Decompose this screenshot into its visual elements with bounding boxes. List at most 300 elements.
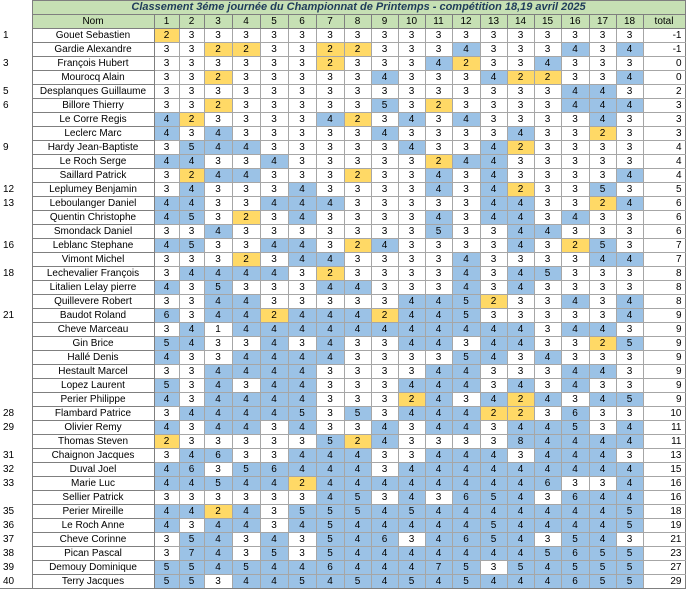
score-cell: 3	[371, 281, 398, 295]
score-cell: 3	[260, 211, 288, 225]
score-cell: 3	[204, 197, 232, 211]
score-cell: 3	[344, 99, 371, 113]
score-cell: 5	[534, 547, 561, 561]
score-cell: 4	[589, 99, 616, 113]
score-cell: 4	[344, 519, 371, 533]
total-cell: 6	[643, 211, 685, 225]
score-cell: 4	[288, 197, 316, 211]
rank-cell: 9	[0, 141, 32, 155]
total-cell: 9	[643, 365, 685, 379]
table-row	[0, 141, 685, 155]
total-cell: 3	[643, 99, 685, 113]
score-cell: 4	[260, 575, 288, 589]
score-cell: 4	[589, 533, 616, 547]
score-cell: 3	[561, 309, 589, 323]
total-cell: 4	[643, 141, 685, 155]
hole-header: 18	[616, 15, 643, 29]
score-cell: 4	[316, 351, 344, 365]
rank-cell	[0, 379, 32, 393]
score-cell: 4	[561, 99, 589, 113]
score-cell: 4	[507, 491, 534, 505]
score-cell: 8	[507, 435, 534, 449]
score-cell: 3	[398, 211, 425, 225]
score-cell: 7	[425, 561, 452, 575]
score-cell: 3	[425, 239, 452, 253]
score-cell: 3	[589, 267, 616, 281]
score-cell: 3	[232, 183, 260, 197]
score-cell: 3	[316, 127, 344, 141]
table-row	[0, 421, 685, 435]
score-cell: 3	[179, 225, 204, 239]
score-cell: 4	[344, 449, 371, 463]
score-cell: 2	[561, 239, 589, 253]
score-cell: 3	[616, 365, 643, 379]
score-cell: 1	[204, 323, 232, 337]
total-cell: 10	[643, 407, 685, 421]
player-name-cell: Pican Pascal	[32, 547, 154, 561]
rank-cell: 21	[0, 309, 32, 323]
score-cell: 4	[425, 393, 452, 407]
score-cell: 4	[344, 533, 371, 547]
score-cell: 3	[344, 211, 371, 225]
score-cell: 4	[534, 519, 561, 533]
name-header: Nom	[32, 15, 154, 29]
score-cell: 4	[452, 267, 480, 281]
score-cell: 3	[398, 225, 425, 239]
score-cell: 4	[232, 421, 260, 435]
rank-cell	[0, 253, 32, 267]
score-cell: 4	[232, 393, 260, 407]
score-cell: 4	[154, 127, 179, 141]
score-cell: 4	[561, 449, 589, 463]
total-cell: 8	[643, 295, 685, 309]
score-cell: 3	[616, 225, 643, 239]
score-cell: 3	[179, 127, 204, 141]
score-cell: 3	[371, 393, 398, 407]
score-cell: 3	[398, 239, 425, 253]
player-name-cell: Hardy Jean-Baptiste	[32, 141, 154, 155]
total-cell: 16	[643, 477, 685, 491]
score-cell: 4	[232, 407, 260, 421]
score-cell: 3	[425, 29, 452, 43]
score-cell: 3	[154, 267, 179, 281]
score-cell: 2	[480, 407, 507, 421]
score-cell: 4	[589, 519, 616, 533]
score-cell: 2	[288, 477, 316, 491]
rank-cell: 18	[0, 267, 32, 281]
score-cell: 5	[534, 267, 561, 281]
score-cell: 3	[534, 99, 561, 113]
score-cell: 4	[507, 127, 534, 141]
score-cell: 2	[204, 43, 232, 57]
score-cell: 5	[288, 505, 316, 519]
score-cell: 3	[534, 295, 561, 309]
score-cell: 5	[616, 547, 643, 561]
total-cell: 4	[643, 155, 685, 169]
score-cell: 3	[232, 449, 260, 463]
score-cell: 3	[371, 253, 398, 267]
score-cell: 3	[561, 351, 589, 365]
score-cell: 3	[534, 85, 561, 99]
score-cell: 3	[534, 365, 561, 379]
score-cell: 4	[260, 239, 288, 253]
score-cell: 3	[616, 267, 643, 281]
score-cell: 4	[480, 323, 507, 337]
score-cell: 4	[616, 99, 643, 113]
score-cell: 5	[561, 421, 589, 435]
score-cell: 3	[561, 113, 589, 127]
score-cell: 3	[260, 281, 288, 295]
score-cell: 3	[616, 323, 643, 337]
score-cell: 3	[534, 533, 561, 547]
score-cell: 3	[616, 239, 643, 253]
score-cell: 4	[260, 197, 288, 211]
score-cell: 4	[154, 463, 179, 477]
score-cell: 3	[371, 407, 398, 421]
score-cell: 3	[179, 57, 204, 71]
score-cell: 4	[589, 323, 616, 337]
score-cell: 4	[452, 155, 480, 169]
score-cell: 3	[534, 407, 561, 421]
score-cell: 3	[371, 169, 398, 183]
score-cell: 4	[288, 351, 316, 365]
score-cell: 4	[425, 323, 452, 337]
score-cell: 4	[561, 295, 589, 309]
score-cell: 3	[480, 281, 507, 295]
score-cell: 3	[204, 575, 232, 589]
score-cell: 3	[561, 281, 589, 295]
score-cell: 3	[507, 169, 534, 183]
score-cell: 3	[561, 267, 589, 281]
score-cell: 3	[154, 295, 179, 309]
score-cell: 3	[288, 155, 316, 169]
score-cell: 3	[154, 323, 179, 337]
score-cell: 4	[452, 505, 480, 519]
score-cell: 3	[425, 71, 452, 85]
table-row	[0, 155, 685, 169]
score-cell: 3	[534, 337, 561, 351]
score-cell: 3	[398, 197, 425, 211]
score-cell: 4	[452, 463, 480, 477]
score-cell: 4	[507, 239, 534, 253]
score-cell: 3	[260, 491, 288, 505]
score-cell: 3	[288, 533, 316, 547]
score-cell: 3	[344, 183, 371, 197]
score-cell: 5	[452, 561, 480, 575]
hole-header: 8	[344, 15, 371, 29]
player-name-cell: Smondack Daniel	[32, 225, 154, 239]
score-cell: 3	[344, 267, 371, 281]
score-cell: 4	[371, 561, 398, 575]
total-cell: 6	[643, 197, 685, 211]
score-cell: 4	[344, 561, 371, 575]
score-cell: 4	[204, 127, 232, 141]
score-cell: 2	[344, 169, 371, 183]
score-cell: 3	[179, 491, 204, 505]
score-cell: 3	[154, 547, 179, 561]
table-row	[0, 99, 685, 113]
score-cell: 5	[154, 337, 179, 351]
score-cell: 5	[452, 351, 480, 365]
score-cell: 3	[398, 169, 425, 183]
score-cell: 3	[232, 155, 260, 169]
score-cell: 4	[561, 211, 589, 225]
score-cell: 3	[398, 449, 425, 463]
score-cell: 4	[154, 351, 179, 365]
score-cell: 5	[480, 519, 507, 533]
score-cell: 3	[534, 113, 561, 127]
table-row	[0, 225, 685, 239]
score-cell: 3	[534, 309, 561, 323]
score-cell: 3	[398, 71, 425, 85]
score-cell: 3	[232, 337, 260, 351]
score-cell: 4	[534, 435, 561, 449]
score-cell: 4	[507, 575, 534, 589]
score-cell: 4	[507, 323, 534, 337]
score-cell: 3	[507, 155, 534, 169]
score-cell: 3	[288, 547, 316, 561]
score-cell: 4	[534, 449, 561, 463]
score-cell: 3	[232, 29, 260, 43]
score-cell: 4	[288, 323, 316, 337]
score-cell: 4	[204, 267, 232, 281]
score-cell: 3	[154, 99, 179, 113]
score-cell: 3	[260, 127, 288, 141]
score-cell: 3	[616, 57, 643, 71]
score-cell: 3	[232, 57, 260, 71]
score-cell: 5	[179, 533, 204, 547]
total-cell: 9	[643, 309, 685, 323]
player-name-cell: Saillard Patrick	[32, 169, 154, 183]
score-cell: 5	[616, 393, 643, 407]
score-cell: 5	[561, 561, 589, 575]
total-cell: 11	[643, 421, 685, 435]
hole-header: 3	[204, 15, 232, 29]
score-cell: 3	[616, 379, 643, 393]
score-cell: 4	[288, 421, 316, 435]
score-cell: 3	[316, 393, 344, 407]
score-cell: 3	[344, 57, 371, 71]
total-cell: 23	[643, 547, 685, 561]
score-cell: 3	[534, 211, 561, 225]
player-name-cell: Leboulanger Daniel	[32, 197, 154, 211]
score-cell: 5	[425, 225, 452, 239]
rank-cell: 32	[0, 463, 32, 477]
score-cell: 4	[452, 113, 480, 127]
score-cell: 4	[425, 547, 452, 561]
score-cell: 4	[534, 421, 561, 435]
score-cell: 2	[232, 211, 260, 225]
score-cell: 4	[534, 393, 561, 407]
score-cell: 5	[288, 407, 316, 421]
score-cell: 4	[480, 71, 507, 85]
total-cell: 9	[643, 393, 685, 407]
player-name-cell: Litalien Lelay pierre	[32, 281, 154, 295]
score-cell: 3	[425, 491, 452, 505]
score-cell: 3	[561, 393, 589, 407]
score-cell: 4	[561, 323, 589, 337]
score-cell: 3	[179, 435, 204, 449]
score-cell: 4	[425, 463, 452, 477]
score-cell: 3	[452, 169, 480, 183]
score-cell: 3	[154, 225, 179, 239]
score-cell: 3	[398, 421, 425, 435]
table-row	[0, 379, 685, 393]
score-cell: 4	[204, 519, 232, 533]
score-cell: 5	[316, 435, 344, 449]
player-name-cell: Leplumey Benjamin	[32, 183, 154, 197]
score-cell: 4	[204, 393, 232, 407]
score-cell: 3	[589, 309, 616, 323]
score-cell: 3	[452, 337, 480, 351]
score-cell: 4	[232, 309, 260, 323]
score-cell: 2	[480, 295, 507, 309]
score-cell: 3	[589, 211, 616, 225]
player-name-cell: Desplanques Guillaume	[32, 85, 154, 99]
score-cell: 4	[507, 281, 534, 295]
score-cell: 4	[616, 197, 643, 211]
score-cell: 4	[260, 407, 288, 421]
score-cell: 3	[260, 85, 288, 99]
score-cell: 2	[204, 71, 232, 85]
table-row	[0, 519, 685, 533]
score-cell: 6	[452, 533, 480, 547]
player-name-cell: Mourocq Alain	[32, 71, 154, 85]
score-cell: 4	[179, 267, 204, 281]
score-cell: 3	[589, 155, 616, 169]
score-cell: 3	[288, 267, 316, 281]
score-cell: 2	[154, 29, 179, 43]
score-cell: 3	[534, 155, 561, 169]
table-row	[0, 491, 685, 505]
score-cell: 3	[425, 141, 452, 155]
score-cell: 4	[561, 463, 589, 477]
score-cell: 4	[480, 505, 507, 519]
score-cell: 4	[425, 183, 452, 197]
score-cell: 2	[534, 71, 561, 85]
score-cell: 2	[589, 337, 616, 351]
score-cell: 3	[344, 155, 371, 169]
score-cell: 4	[398, 463, 425, 477]
score-cell: 3	[232, 281, 260, 295]
score-cell: 4	[425, 379, 452, 393]
score-cell: 4	[398, 295, 425, 309]
score-cell: 3	[534, 239, 561, 253]
score-cell: 3	[204, 253, 232, 267]
score-cell: 3	[452, 239, 480, 253]
score-cell: 4	[452, 421, 480, 435]
score-cell: 3	[589, 421, 616, 435]
total-cell: 7	[643, 239, 685, 253]
score-cell: 5	[232, 463, 260, 477]
score-cell: 3	[232, 547, 260, 561]
score-cell: 3	[179, 519, 204, 533]
score-cell: 3	[425, 85, 452, 99]
score-cell: 4	[398, 337, 425, 351]
score-cell: 4	[288, 519, 316, 533]
score-cell: 5	[344, 407, 371, 421]
score-cell: 3	[288, 225, 316, 239]
score-cell: 3	[589, 351, 616, 365]
score-cell: 2	[425, 155, 452, 169]
score-cell: 4	[616, 169, 643, 183]
score-cell: 4	[204, 365, 232, 379]
score-cell: 3	[204, 113, 232, 127]
table-row	[0, 113, 685, 127]
rank-cell	[0, 211, 32, 225]
score-cell: 5	[589, 547, 616, 561]
score-cell: 3	[534, 253, 561, 267]
rank-cell	[0, 225, 32, 239]
rank-cell	[0, 155, 32, 169]
score-cell: 4	[260, 323, 288, 337]
score-cell: 4	[154, 519, 179, 533]
score-cell: 3	[344, 127, 371, 141]
score-cell: 4	[561, 365, 589, 379]
score-cell: 6	[561, 407, 589, 421]
score-cell: 3	[561, 71, 589, 85]
score-cell: 4	[204, 421, 232, 435]
hole-header: 9	[371, 15, 398, 29]
score-cell: 5	[452, 309, 480, 323]
score-cell: 3	[452, 71, 480, 85]
rank-cell	[0, 71, 32, 85]
score-cell: 3	[344, 393, 371, 407]
score-cell: 5	[616, 337, 643, 351]
score-cell: 3	[480, 309, 507, 323]
score-cell: 4	[425, 407, 452, 421]
score-cell: 3	[204, 337, 232, 351]
player-name-cell: Thomas Steven	[32, 435, 154, 449]
score-cell: 4	[398, 141, 425, 155]
score-cell: 4	[507, 197, 534, 211]
score-cell: 4	[288, 253, 316, 267]
score-cell: 3	[480, 127, 507, 141]
score-cell: 3	[344, 365, 371, 379]
total-cell: 4	[643, 169, 685, 183]
score-cell: 3	[179, 85, 204, 99]
score-cell: 3	[344, 379, 371, 393]
player-name-cell: Demouy Dominique	[32, 561, 154, 575]
rank-cell: 40	[0, 575, 32, 589]
score-cell: 4	[507, 211, 534, 225]
score-cell: 6	[452, 491, 480, 505]
score-cell: 4	[561, 505, 589, 519]
player-name-cell: Sellier Patrick	[32, 491, 154, 505]
score-cell: 3	[344, 29, 371, 43]
player-name-cell: Hallé Denis	[32, 351, 154, 365]
score-cell: 4	[316, 463, 344, 477]
score-cell: 4	[425, 477, 452, 491]
score-cell: 3	[561, 337, 589, 351]
score-cell: 4	[480, 351, 507, 365]
score-cell: 4	[371, 477, 398, 491]
score-cell: 2	[232, 43, 260, 57]
score-cell: 3	[288, 295, 316, 309]
score-cell: 3	[507, 113, 534, 127]
score-cell: 3	[425, 267, 452, 281]
score-cell: 4	[480, 463, 507, 477]
total-cell: 18	[643, 505, 685, 519]
score-cell: 3	[452, 141, 480, 155]
table-row	[0, 211, 685, 225]
score-cell: 4	[480, 547, 507, 561]
score-cell: 3	[204, 29, 232, 43]
hole-header: 7	[316, 15, 344, 29]
score-cell: 6	[260, 463, 288, 477]
score-cell: 4	[179, 183, 204, 197]
score-cell: 3	[534, 141, 561, 155]
